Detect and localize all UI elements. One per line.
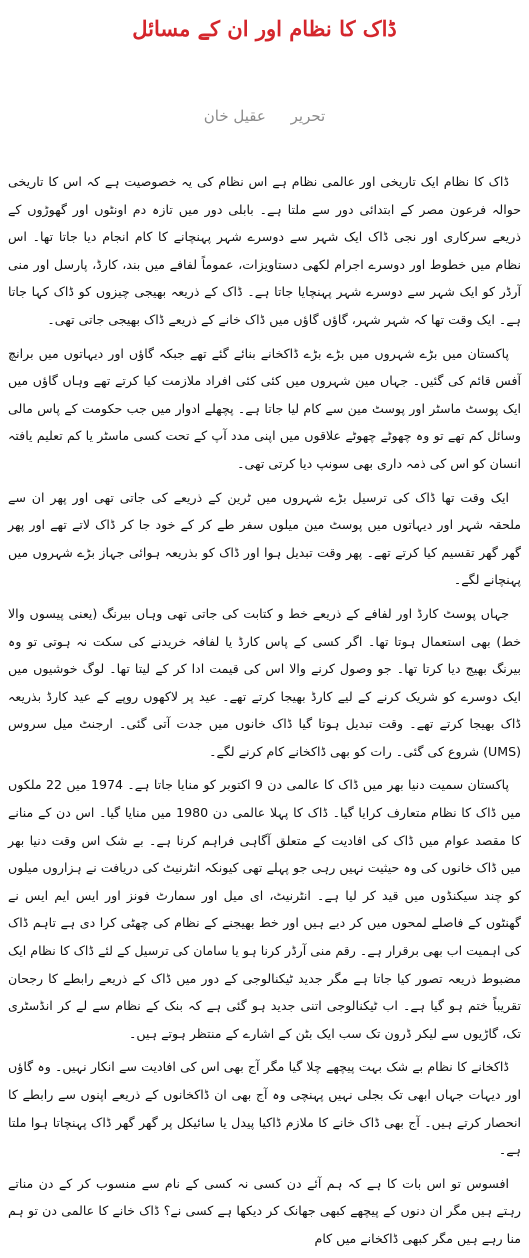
paragraph: ڈاک کا نظام ایک تاریخی اور عالمی نظام ہے اس نظام کی یہ خصوصیت ہے کہ اس کا تاریخی حوالہ فرعون مصر کے ابتدائی دور سے ملتا ہے۔ بابلی دور میں تازہ دم اونٹوں اور گھوڑوں کے ذریعے سرکاری اور نجی ڈاک ایک شہر سے دوسرے شہر پہنچانے کا کام انجام دیا جاتا تھا۔ اس نظام میں خطوط اور دوسرے اجرام لکھی دستاویزات، عموماً لفافے میں بند، کارڈ، پارسل اور منی آرڈر کو ایک شہر سے دوسرے شہر پہنچایا جاتا ہے۔ ڈاک کے ذریعہ بھیجی چیزوں کو ڈاک کہا جاتا ہے۔ ایک وقت تھا کہ شہر شہر، گاؤں گاؤں میں ڈاک خانے کے ذریعے ڈاک بھیجی جاتی تھی۔ — [8, 174, 521, 327]
article-body — [8, 168, 521, 1253]
paragraph: پاکستان سمیت دنیا بھر میں ڈاک کا عالمی دن 9 اکتوبر کو منایا جاتا ہے۔ 1974 میں 22 ملکوں میں ڈاک کا نظام متعارف کرایا گیا۔ ڈاک کا پہلا عالمی دن 1980 میں منایا گیا۔ اس دن کے منانے کا مقصد عوام میں ڈاک کی افادیت کے متعلق آگاہی فراہم کرنا ہے۔ بے شک اس وقت دنیا بھر میں ڈاک خانوں کی وہ حیثیت نہیں رہی جو پہلے تھی کیونکہ انٹرنیٹ کی دریافت نے ہزاروں میلوں کو چند سیکنڈوں میں قید کر لیا ہے۔ انٹرنیٹ، ای میل اور سمارٹ فونز اور ایس ایم ایس نے گھنٹوں کے فاصلے لمحوں میں کر دیے ہیں اور خط بھیجنے کے نظام کی چھٹی کرا دی ہے تاہم ڈاک کی اہمیت اب بھی برقرار ہے۔ رقم منی آرڈر کرنا ہو یا سامان کی ترسیل کے لئے ڈاک کا نظام ایک مضبوط ذریعہ تصور کیا جاتا ہے مگر جدید ٹیکنالوجی کے دور میں ڈاک کے ذریعے رابطے کا رجحان تقریباً ختم ہو گیا ہے۔ اب ٹیکنالوجی اتنی جدید ہو گئی ہے کہ بنک کے نظام سے لے کر انڈسٹری تک، گاڑیوں سے لیکر ڈرون تک سب ایک بٹن کے اشارے کے منتظر ہوتے ہیں۔ — [8, 777, 522, 1041]
byline-label: تحریر — [290, 107, 326, 125]
paragraph: ایک وقت تھا ڈاک کی ترسیل بڑے شہروں میں ٹرین کے ذریعے کی جاتی تھی اور پھر ان سے ملحقہ شہر اور دیہاتوں میں پوسٹ مین میلوں سفر طے کر کے خود جا کر ڈاک لاتے تھے اور پھر گھر گھر تقسیم کیا کرتے تھے۔ پھر وقت تبدیل ہوا اور ڈاک کو بذریعہ ہوائی جہاز بڑے شہروں میں پہنچانے لگے۔ — [8, 489, 521, 588]
author-name: عقیل خان — [203, 107, 266, 125]
article-title: ڈاک کا نظام اور ان کے مسائل — [132, 16, 397, 41]
byline — [8, 104, 521, 128]
paragraph: جہاں پوسٹ کارڈ اور لفافے کے ذریعے خط و کتابت کی جاتی تھی وہاں بیرنگ (یعنی پیسوں والا خط) بھی استعمال ہوتا تھا۔ اگر کسی کے پاس کارڈ یا لفافہ خریدنے کی سکت نہ ہوتی تو وہ بیرنگ بھیج دیا کرتا تھا۔ جو وصول کرنے والا اس کی قیمت ادا کر کے لیتا تھا۔ لوگ خوشیوں میں ایک دوسرے کو شریک کرنے کے لیے کارڈ بھیجا کرتے تھے۔ عید پر لاکھوں روپے کے عید کارڈ بذریعہ ڈاک بھیجا کرتے تھے۔ وقت تبدیل ہوتا گیا ڈاک خانوں میں جدت آتی گئی۔ ارجنٹ میل سروس (UMS) شروع کی گئی۔ رات کو بھی ڈاکخانے کام کرنے لگے۔ — [8, 605, 521, 759]
paragraph: پاکستان میں بڑے شہروں میں بڑے بڑے ڈاکخانے بنائے گئے تھے جبکہ گاؤں اور دیہاتوں میں برانچ آفس قائم کی گئیں۔ جہاں مین شہروں میں کئی کئی افراد ملازمت کیا کرتے تھے وہاں گاؤں میں ایک پوسٹ ماسٹر اور پوسٹ مین سے کام لیا جاتا ہے۔ پچھلے ادوار میں جب حکومت کے پاس مالی وسائل کم تھے تو وہ چھوٹے چھوٹے علاقوں میں اپنی مدد آپ کے تحت کسی ماسٹر یا کم تعلیم یافتہ انسان کو اس کی ذمہ داری بھی سونپ دیا کرتی تھی۔ — [8, 345, 521, 471]
paragraph: ڈاکخانے کا نظام بے شک بہت پیچھے چلا گیا مگر آج بھی اس کی افادیت سے انکار نہیں۔ وہ گاؤں اور دیہات جہاں ابھی تک بجلی نہیں پہنچی وہ آج بھی ان ڈاکخانوں کے ذریعے اپنوں سے رابطے کا انحصار کرتے ہیں۔ آج بھی ڈاک خانے کا ملازم ڈاکیا پیدل یا سائیکل پر گھر گھر ڈاک پہنچاتا ہوا ملتا ہے۔ — [8, 1059, 521, 1158]
paragraph: افسوس تو اس بات کا ہے کہ ہم آئے دن کسی نہ کسی کے نام سے منسوب کر کے دن مناتے رہتے ہیں مگر ان دنوں کے پیچھے کبھی جھانک کر دیکھا ہے کسی نے؟ ڈاک خانے کا عالمی دن تو ہم منا رہے ہیں مگر کبھی ڈاکخانے میں کام — [8, 1175, 521, 1246]
